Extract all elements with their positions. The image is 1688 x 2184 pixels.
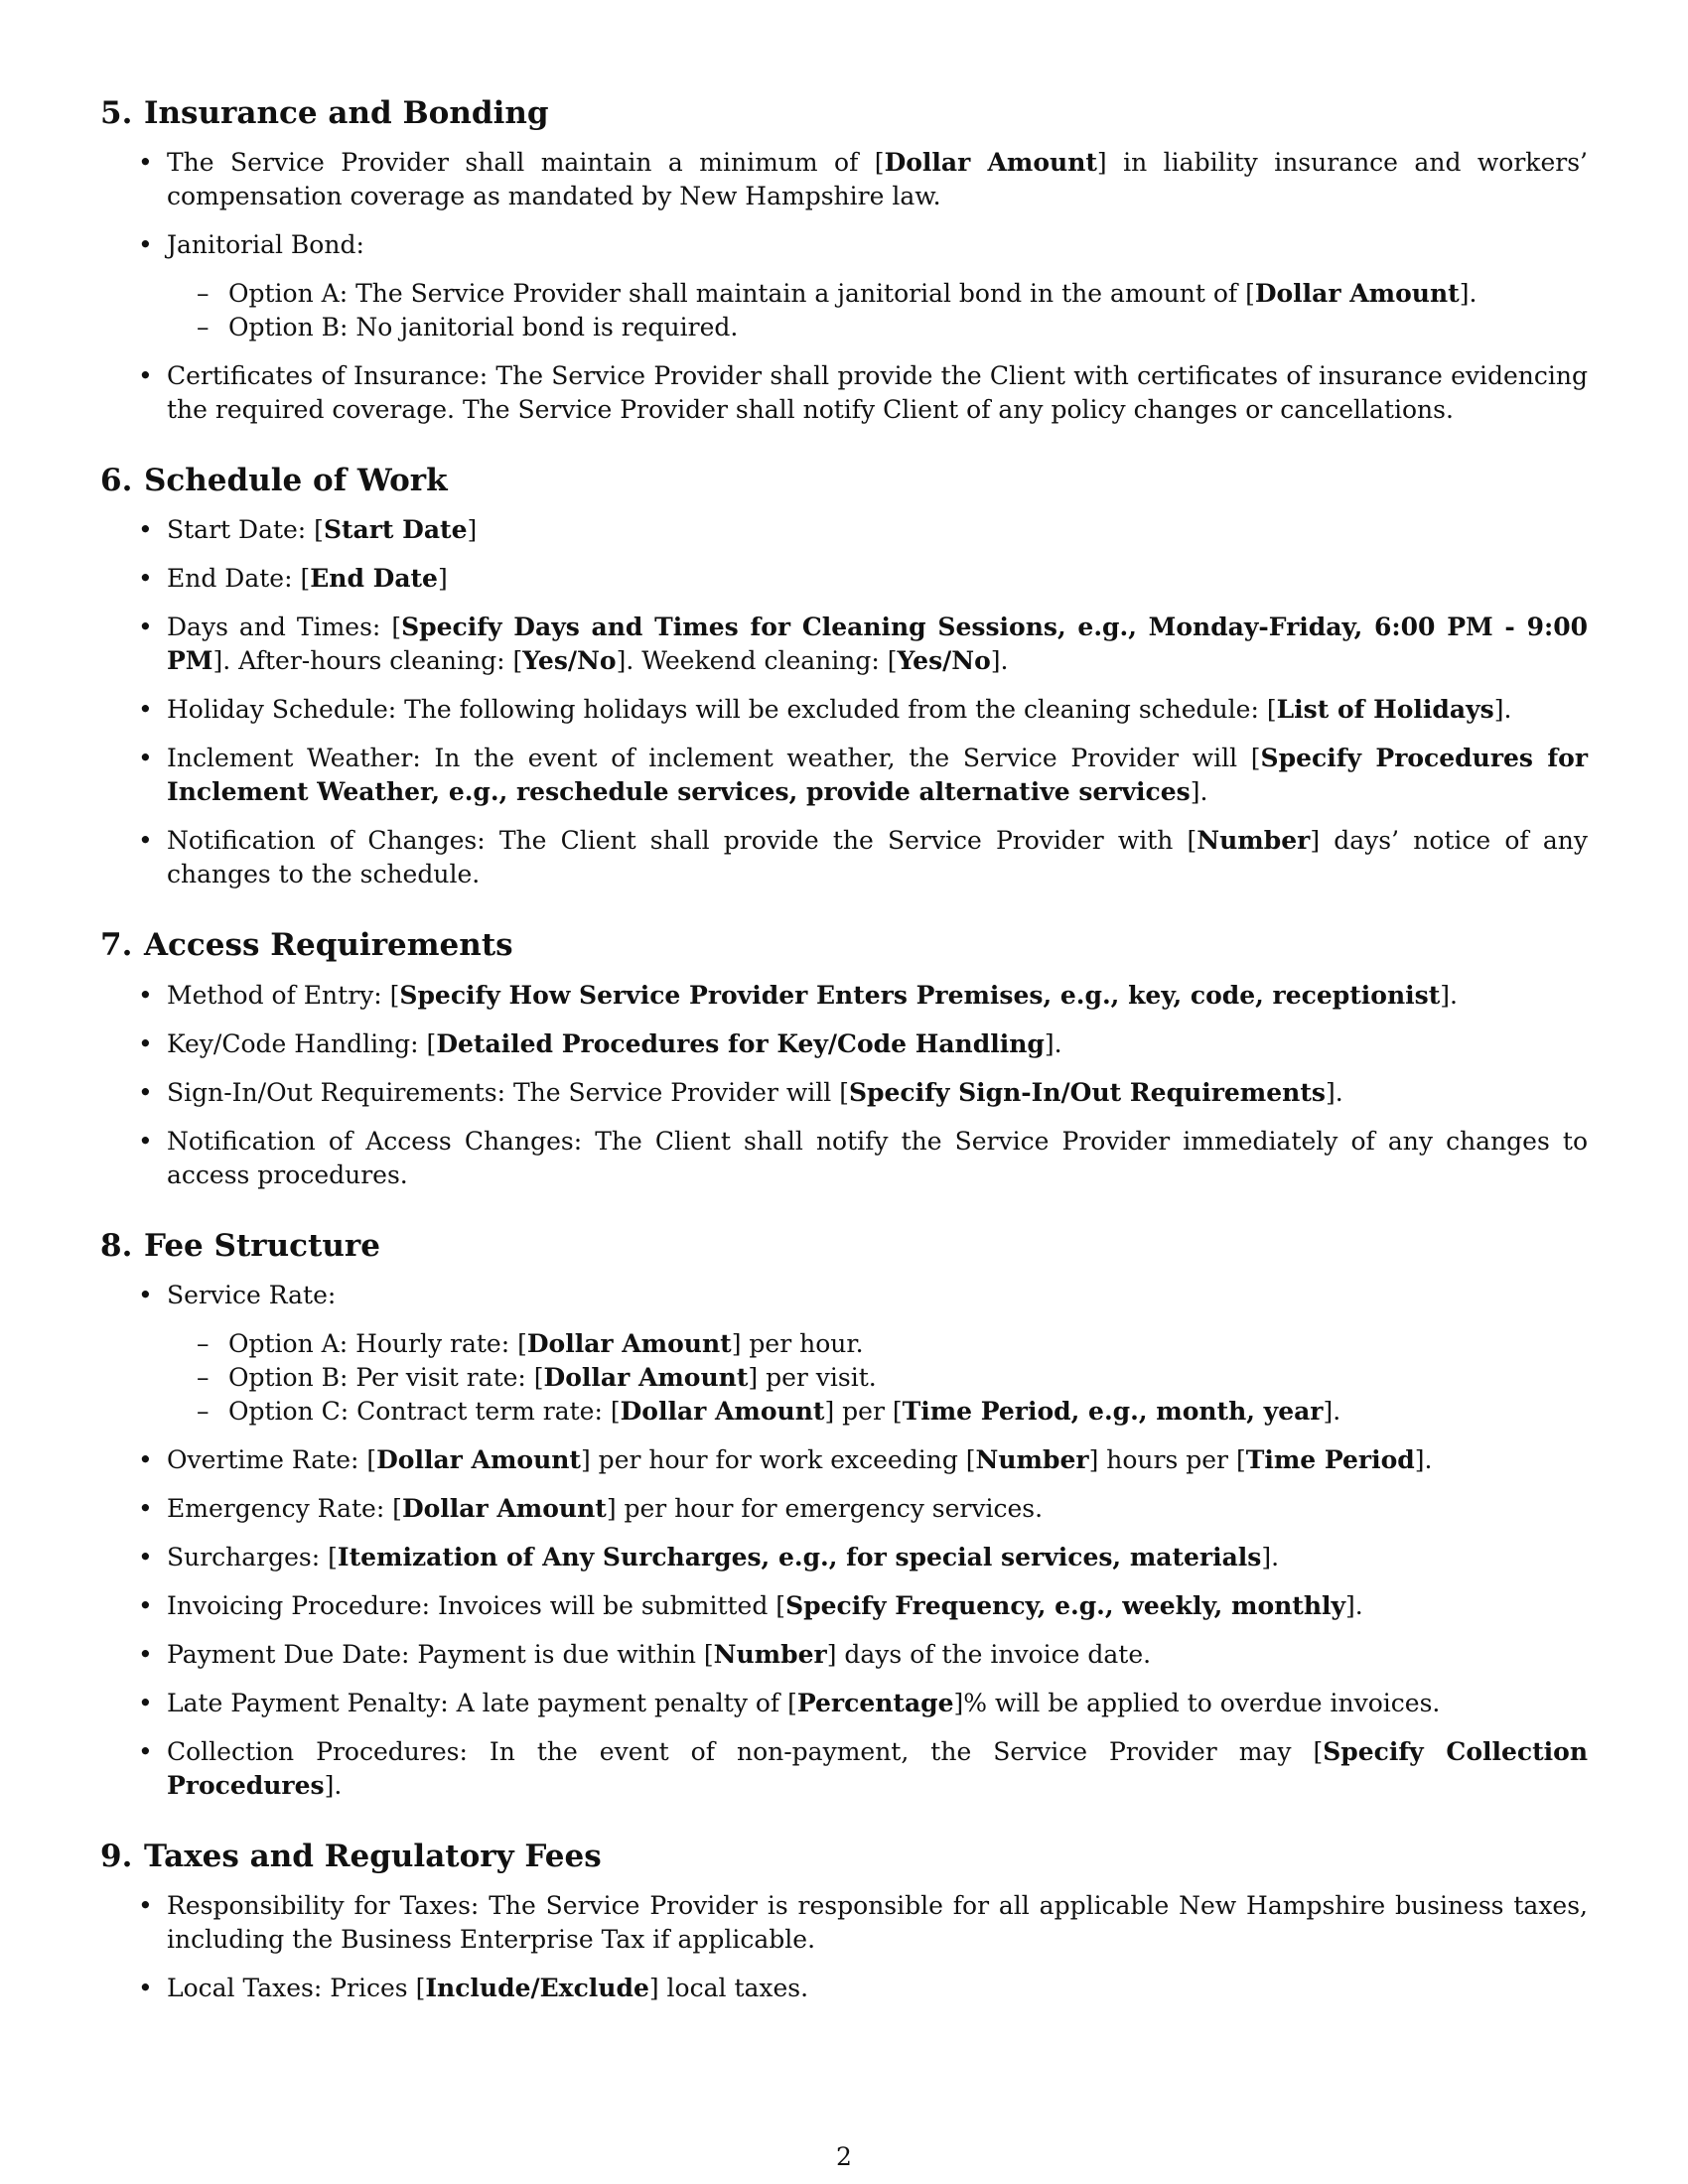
placeholder-field: Specify Days and Times for Cleaning Sessions, e.g., Monday-Friday, 6:00 PM - 9:00 PM (167, 613, 1588, 676)
section-heading (100, 1839, 1588, 1875)
section-heading (100, 927, 1588, 964)
bullet-item (100, 1027, 1588, 1061)
placeholder-field: Start Date (323, 515, 468, 545)
bullet-list (100, 1279, 1588, 1803)
placeholder-field: Time Period, e.g., month, year (902, 1396, 1324, 1426)
text-segment: Notification of Access Changes: The Client shall notify the Service Provider immediately of any changes to access procedures. (167, 1126, 1588, 1189)
bullet-item (100, 1889, 1588, 1957)
section-9 (100, 1839, 1588, 2005)
bullet-item (100, 1735, 1588, 1803)
document-page (100, 95, 1588, 2041)
text-segment: ] days of the invoice date. (826, 1639, 1152, 1669)
bullet-list (100, 979, 1588, 1192)
text-segment: ] per hour for emergency services. (606, 1493, 1044, 1523)
page-number: 2 (836, 2142, 852, 2171)
text-segment: Option A: The Service Provider shall maintain a janitorial bond in the amount of [ (228, 279, 1255, 309)
section-title: Taxes and Regulatory Fees (144, 1838, 602, 1874)
text-segment: Sign-In/Out Requirements: The Service Provider will [ (167, 1077, 849, 1107)
placeholder-field: Time Period (1245, 1444, 1415, 1474)
placeholder-field: Percentage (796, 1688, 954, 1717)
text-segment: Days and Times: [ (167, 613, 402, 642)
bullet-item (100, 513, 1588, 547)
section-title: Insurance and Bonding (144, 95, 549, 131)
text-segment: ] local taxes. (648, 1973, 809, 2002)
bullet-item (100, 1972, 1588, 2005)
sub-option-item (167, 1361, 1588, 1395)
text-segment: ]. (1325, 1077, 1343, 1107)
section-8 (100, 1228, 1588, 1803)
text-segment: ] (467, 515, 478, 545)
placeholder-field: List of Holidays (1276, 695, 1494, 725)
bullet-item (100, 1541, 1588, 1574)
placeholder-field: Dollar Amount (620, 1396, 825, 1426)
text-segment: ] in liability insurance and workers’ compensation coverage as mandated by New Hampshire law. (167, 148, 1588, 211)
text-segment: ] per [ (824, 1396, 903, 1426)
section-6 (100, 463, 1588, 891)
bullet-item (100, 979, 1588, 1013)
placeholder-field: Dollar Amount (884, 148, 1097, 178)
placeholder-field: Number (1196, 826, 1311, 856)
bullet-item (100, 742, 1588, 809)
placeholder-field: Specify Sign-In/Out Requirements (848, 1077, 1326, 1107)
text-segment: ]. (1493, 695, 1512, 725)
placeholder-field: Yes/No (897, 646, 991, 676)
bullet-item (100, 562, 1588, 596)
text-segment: ] (437, 564, 448, 594)
bullet-item (100, 228, 1588, 344)
section-number: 6. (100, 463, 133, 499)
text-segment: ]. (1190, 777, 1208, 807)
placeholder-field: Specify Frequency, e.g., weekly, monthly (785, 1590, 1346, 1620)
placeholder-field: Detailed Procedures for Key/Code Handling (436, 1028, 1045, 1058)
text-segment: Option C: Contract term rate: [ (228, 1396, 621, 1426)
bullet-item (100, 359, 1588, 427)
text-segment: ]. After-hours cleaning: [ (212, 646, 523, 676)
text-segment: Payment Due Date: Payment is due within [ (167, 1639, 714, 1669)
text-segment: Method of Entry: [ (167, 980, 400, 1010)
bullet-item (100, 1443, 1588, 1477)
bullet-item (100, 1492, 1588, 1526)
placeholder-field: End Date (310, 564, 438, 594)
placeholder-field: Number (975, 1444, 1089, 1474)
placeholder-field: Specify How Service Provider Enters Premises, e.g., key, code, receptionist (399, 980, 1441, 1010)
text-segment: Notification of Changes: The Client shall provide the Service Provider with [ (167, 826, 1197, 856)
text-segment: Overtime Rate: [ (167, 1444, 377, 1474)
placeholder-field: Itemization of Any Surcharges, e.g., for special services, materials (337, 1542, 1262, 1571)
placeholder-field: Specify Collection Procedures (167, 1736, 1589, 1800)
sub-option-item (167, 1327, 1588, 1361)
text-segment: Certificates of Insurance: The Service Provider shall provide the Client with certificates of insurance evidencing the required coverage. The Service Provider shall notify Client of any policy changes or cancellations. (167, 361, 1588, 425)
text-segment: Late Payment Penalty: A late payment penalty of [ (167, 1688, 797, 1717)
bullet-item (100, 824, 1588, 891)
section-number: 5. (100, 95, 133, 131)
section-heading (100, 1228, 1588, 1265)
text-segment: ]. (1044, 1028, 1062, 1058)
text-segment: Janitorial Bond: (167, 230, 364, 260)
text-segment: ]. (1345, 1590, 1363, 1620)
section-number: 8. (100, 1227, 133, 1264)
text-segment: Holiday Schedule: The following holidays will be excluded from the cleaning schedule: [ (167, 695, 1277, 725)
placeholder-field: Number (713, 1639, 827, 1669)
bullet-item (100, 1279, 1588, 1429)
bullet-item (100, 693, 1588, 727)
section-title: Access Requirements (144, 927, 513, 964)
bullet-list (100, 146, 1588, 427)
section-number: 9. (100, 1838, 133, 1874)
placeholder-field: Yes/No (522, 646, 617, 676)
text-segment: Invoicing Procedure: Invoices will be submitted [ (167, 1590, 786, 1620)
section-5 (100, 95, 1588, 427)
text-segment: ]. (1323, 1396, 1341, 1426)
placeholder-field: Dollar Amount (543, 1362, 749, 1392)
placeholder-field: Specify Procedures for Inclement Weather, e.g., reschedule services, provide alternative services (167, 744, 1589, 807)
text-segment: ] per hour. (731, 1328, 864, 1358)
text-segment: ]. (324, 1770, 343, 1800)
bullet-item (100, 611, 1588, 678)
bullet-list (100, 1889, 1588, 2005)
sub-option-list (167, 1327, 1588, 1429)
bullet-item (100, 146, 1588, 213)
sub-option-item (167, 277, 1588, 311)
section-title: Schedule of Work (144, 463, 448, 499)
text-segment: ]. (1261, 1542, 1280, 1571)
bullet-item (100, 1687, 1588, 1720)
placeholder-field: Include/Exclude (425, 1973, 649, 2002)
text-segment: Option B: Per visit rate: [ (228, 1362, 544, 1392)
text-segment: Option B: No janitorial bond is required. (228, 313, 739, 342)
section-7 (100, 927, 1588, 1191)
text-segment: End Date: [ (167, 564, 311, 594)
sub-option-list (167, 277, 1588, 344)
section-heading (100, 463, 1588, 499)
placeholder-field: Dollar Amount (401, 1493, 607, 1523)
text-segment: ]. (1414, 1444, 1433, 1474)
text-segment: ] days’ notice of any changes to the schedule. (167, 826, 1588, 889)
text-segment: The Service Provider shall maintain a minimum of [ (167, 148, 885, 178)
sub-option-item (167, 1395, 1588, 1429)
placeholder-field: Dollar Amount (526, 1328, 732, 1358)
text-segment: Option A: Hourly rate: [ (228, 1328, 527, 1358)
section-title: Fee Structure (144, 1227, 380, 1264)
text-segment: ] hours per [ (1088, 1444, 1246, 1474)
text-segment: ]. Weekend cleaning: [ (616, 646, 898, 676)
text-segment: Start Date: [ (167, 515, 324, 545)
text-segment: Inclement Weather: In the event of inclement weather, the Service Provider will [ (167, 744, 1261, 773)
text-segment: Surcharges: [ (167, 1542, 338, 1571)
text-segment: Collection Procedures: In the event of non-payment, the Service Provider may [ (167, 1736, 1324, 1766)
bullet-item (100, 1638, 1588, 1672)
text-segment: Service Rate: (167, 1280, 337, 1309)
text-segment: Local Taxes: Prices [ (167, 1973, 426, 2002)
text-segment: Responsibility for Taxes: The Service Provider is responsible for all applicable New Hampshire business taxes, including the Business Enterprise Tax if applicable. (167, 1890, 1588, 1954)
bullet-item (100, 1589, 1588, 1623)
text-segment: ] per hour for work exceeding [ (580, 1444, 976, 1474)
text-segment: ]. (1440, 980, 1458, 1010)
bullet-list (100, 513, 1588, 891)
text-segment: ]. (1459, 279, 1477, 309)
text-segment: Key/Code Handling: [ (167, 1028, 437, 1058)
section-number: 7. (100, 927, 133, 964)
text-segment: Emergency Rate: [ (167, 1493, 402, 1523)
section-heading (100, 95, 1588, 132)
text-segment: ]% will be applied to overdue invoices. (953, 1688, 1441, 1717)
bullet-item (100, 1125, 1588, 1192)
text-segment: ]. (990, 646, 1009, 676)
placeholder-field: Dollar Amount (376, 1444, 581, 1474)
bullet-item (100, 1076, 1588, 1110)
placeholder-field: Dollar Amount (1254, 279, 1460, 309)
sub-option-item (167, 311, 1588, 344)
text-segment: ] per visit. (748, 1362, 877, 1392)
